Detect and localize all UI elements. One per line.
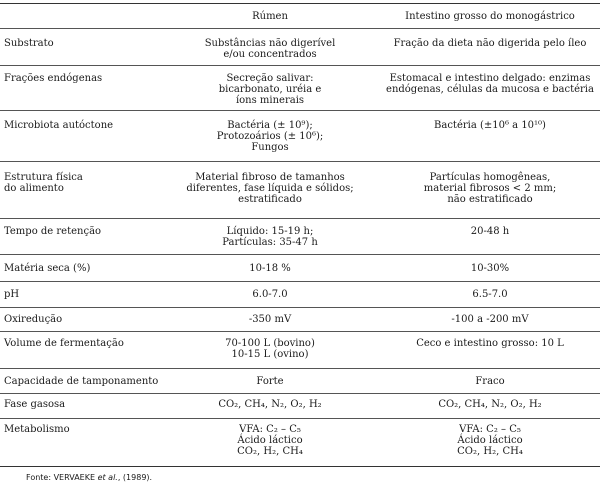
row-intestino-value-line: material fibrosos < 2 mm; <box>423 183 557 194</box>
row-rumen-value-line: 10-15 L (ovino) <box>231 349 309 360</box>
row-label-line: pH <box>4 289 20 300</box>
row-intestino-value-line: CO₂, H₂, CH₄ <box>457 446 523 457</box>
row-rule <box>0 393 600 394</box>
row-rumen-value <box>160 399 380 410</box>
row-rumen-value-line: CO₂, CH₄, N₂, O₂, H₂ <box>218 399 322 410</box>
row-rumen-value <box>160 73 380 106</box>
row-rumen-value-line: íons minerais <box>235 95 305 106</box>
row-intestino-value-line: Bactéria (±10⁶ a 10¹⁰) <box>434 120 546 131</box>
row-rumen-value <box>160 263 380 274</box>
row-rumen-value-line: Ácido láctico <box>237 435 303 446</box>
row-intestino-value <box>382 338 598 349</box>
row-label <box>4 226 159 237</box>
row-rule <box>0 218 600 219</box>
row-rule <box>0 110 600 111</box>
row-intestino-value-line: VFA: C₂ – C₅ <box>459 424 521 435</box>
source-note <box>26 473 152 482</box>
row-rumen-value-line: Fungos <box>251 142 289 153</box>
row-intestino-value-line: 10-30% <box>470 263 510 274</box>
row-rumen-value <box>160 226 380 248</box>
row-intestino-value-line: -100 a -200 mV <box>451 314 529 325</box>
row-label <box>4 73 159 84</box>
row-label-line: Volume de fermentação <box>4 338 124 349</box>
top-rule <box>0 3 600 4</box>
row-label-line: Substrato <box>4 38 54 49</box>
row-label <box>4 289 159 300</box>
source-suffix: , (1989). <box>117 473 153 482</box>
row-rule <box>0 65 600 66</box>
header-intestino: Intestino grosso do monogástrico <box>405 11 575 22</box>
row-rumen-value-line: Material fibroso de tamanhos <box>195 172 345 183</box>
row-rumen-value <box>160 338 380 360</box>
row-rule <box>0 331 600 332</box>
row-label <box>4 38 159 49</box>
row-intestino-value-line: Partículas homogêneas, <box>429 172 551 183</box>
source-italic: et al. <box>97 473 118 482</box>
row-intestino-value <box>382 226 598 237</box>
row-rumen-value-line: estratificado <box>238 194 302 205</box>
row-label-line: Matéria seca (%) <box>4 263 91 274</box>
row-label-line: Oxiredução <box>4 314 63 325</box>
header-rule <box>0 28 600 29</box>
row-label-line: Tempo de retenção <box>4 226 102 237</box>
row-rumen-value-line: e/ou concentrados <box>223 49 317 60</box>
row-rumen-value-line: 70-100 L (bovino) <box>225 338 315 349</box>
row-rumen-value-line: Forte <box>256 376 284 387</box>
row-label <box>4 314 159 325</box>
row-rule <box>0 466 600 467</box>
row-label-line: Frações endógenas <box>4 73 103 84</box>
row-intestino-value <box>382 172 598 205</box>
row-rumen-value <box>160 424 380 457</box>
header-rumen: Rúmen <box>252 11 288 22</box>
row-rumen-value-line: Partículas: 35-47 h <box>222 237 318 248</box>
row-rumen-value <box>160 376 380 387</box>
row-rule <box>0 368 600 369</box>
row-label-line: do alimento <box>4 183 64 194</box>
row-intestino-value-line: 6.5-7.0 <box>472 289 508 300</box>
row-intestino-value <box>382 263 598 274</box>
row-rumen-value-line: bicarbonato, uréia e <box>218 84 322 95</box>
row-label-line: Capacidade de tamponamento <box>4 376 159 387</box>
row-label <box>4 120 159 131</box>
row-label <box>4 263 159 274</box>
row-label-line: Metabolismo <box>4 424 70 435</box>
row-intestino-value <box>382 376 598 387</box>
row-intestino-value <box>382 38 598 49</box>
row-intestino-value-line: não estratificado <box>447 194 533 205</box>
row-rumen-value-line: Secreção salivar: <box>226 73 314 84</box>
row-rumen-value <box>160 314 380 325</box>
row-rumen-value-line: Protozoários (± 10⁶); <box>216 131 324 142</box>
row-intestino-value-line: Ácido láctico <box>457 435 523 446</box>
row-label-line: Fase gasosa <box>4 399 66 410</box>
row-intestino-value <box>382 424 598 457</box>
row-intestino-value <box>382 314 598 325</box>
row-rumen-value-line: diferentes, fase líquida e sólidos; <box>186 183 354 194</box>
row-rule <box>0 281 600 282</box>
row-rule <box>0 161 600 162</box>
row-label <box>4 172 159 194</box>
row-rule <box>0 307 600 308</box>
row-intestino-value <box>382 120 598 131</box>
row-label <box>4 399 159 410</box>
row-label <box>4 424 159 435</box>
row-intestino-value-line: CO₂, CH₄, N₂, O₂, H₂ <box>438 399 542 410</box>
row-rule <box>0 418 600 419</box>
row-intestino-value <box>382 289 598 300</box>
row-label <box>4 338 159 349</box>
row-rumen-value-line: CO₂, H₂, CH₄ <box>237 446 303 457</box>
row-label <box>4 376 159 387</box>
row-rumen-value-line: Líquido: 15-19 h; <box>226 226 314 237</box>
row-intestino-value-line: endógenas, células da mucosa e bactéria <box>386 84 594 95</box>
row-intestino-value-line: Fraco <box>475 376 505 387</box>
row-rumen-value-line: 10-18 % <box>249 263 291 274</box>
row-intestino-value-line: Estomacal e intestino delgado: enzimas <box>389 73 591 84</box>
row-rumen-value <box>160 120 380 153</box>
row-rumen-value-line: -350 mV <box>248 314 292 325</box>
row-label-line: Microbiota autóctone <box>4 120 114 131</box>
row-intestino-value-line: Fração da dieta não digerida pelo íleo <box>393 38 587 49</box>
row-intestino-value-line: Ceco e intestino grosso: 10 L <box>416 338 564 349</box>
row-intestino-value <box>382 399 598 410</box>
row-rumen-value-line: 6.0-7.0 <box>252 289 288 300</box>
row-rumen-value <box>160 289 380 300</box>
row-intestino-value-line: 20-48 h <box>470 226 510 237</box>
row-rumen-value-line: Substâncias não digerível <box>204 38 336 49</box>
row-rumen-value-line: Bactéria (± 10⁹); <box>227 120 313 131</box>
row-rumen-value <box>160 38 380 60</box>
row-rumen-value <box>160 172 380 205</box>
row-intestino-value <box>382 73 598 95</box>
row-rule <box>0 254 600 255</box>
row-label-line: Estrutura física <box>4 172 83 183</box>
row-rumen-value-line: VFA: C₂ – C₅ <box>239 424 301 435</box>
source-prefix: Fonte: VERVAEKE <box>26 473 98 482</box>
